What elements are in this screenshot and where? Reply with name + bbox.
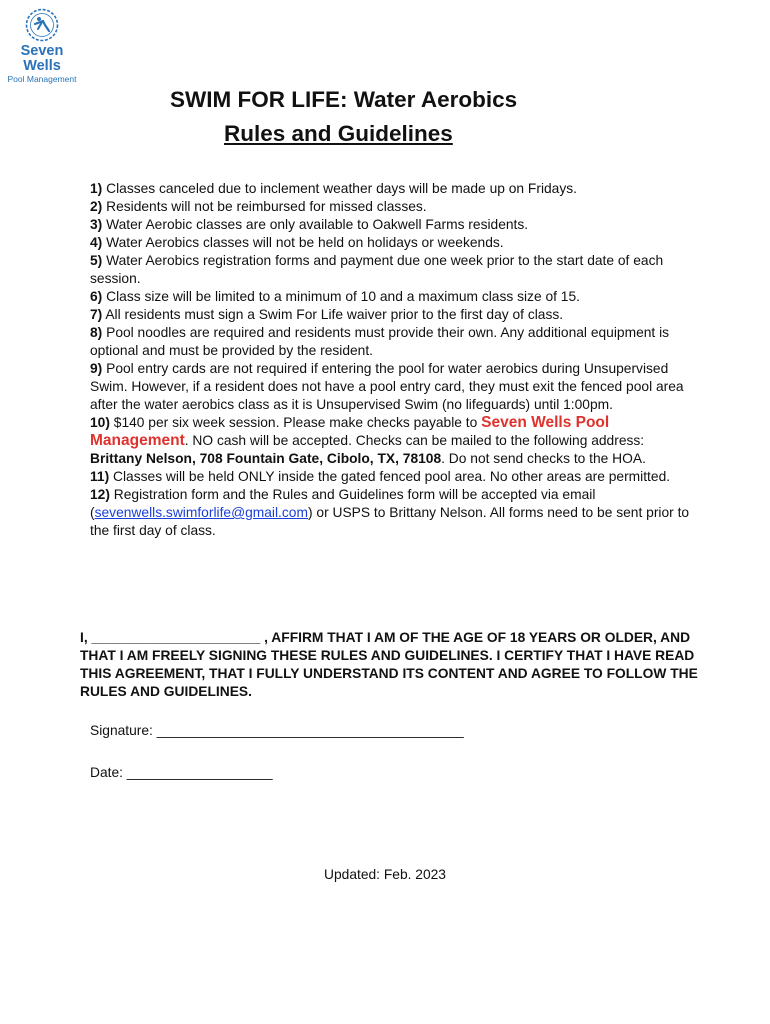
rule-item xyxy=(90,324,690,360)
rule-item xyxy=(90,360,690,414)
rule-number: 5) xyxy=(90,253,103,268)
logo-subtitle: Pool Management xyxy=(7,74,77,84)
rule-number: 9) xyxy=(90,361,103,376)
rule-item xyxy=(90,216,690,234)
rule-number: 3) xyxy=(90,217,103,232)
rule-number: 11) xyxy=(90,469,110,484)
rule-number: 10) xyxy=(90,415,110,430)
swimmer-logo-icon xyxy=(25,8,59,42)
rule-text: All residents must sign a Swim For Life waiver prior to the first day of class. xyxy=(102,307,564,322)
rule-text: ) or USPS to Brittany Nelson. All forms need to be sent prior to the first day of class. xyxy=(90,505,690,538)
rule-text: Pool noodles are required and residents must provide their own. Any additional equipment is optional and must be provided by the resident. xyxy=(90,325,670,358)
rule-text: Pool entry cards are not required if entering the pool for water aerobics during Unsupervised Swim. However, if a resident does not have a pool entry card, they must exit the fenced pool area after the water aerobics class as it is Unsupervised Swim (no lifeguards) until 1:00pm. xyxy=(90,361,684,412)
rule-number: 6) xyxy=(90,289,103,304)
rule-text: . NO cash will be accepted. Checks can be mailed to the following address: xyxy=(184,433,645,448)
rule-text: Residents will not be reimbursed for missed classes. xyxy=(102,199,427,214)
rule-text: Water Aerobics registration forms and payment due one week prior to the start date of each session. xyxy=(90,253,664,286)
rule-item xyxy=(90,234,690,252)
rule-text: Class size will be limited to a minimum of 10 and a maximum class size of 15. xyxy=(102,289,580,304)
rule-text: . Do not send checks to the HOA. xyxy=(441,451,646,466)
rule-item xyxy=(90,198,690,216)
payee-name: Seven Wells Pool Management xyxy=(90,414,610,449)
rule-number: 1) xyxy=(90,181,103,196)
rule-item xyxy=(90,252,690,288)
rule-text: Classes canceled due to inclement weather days will be made up on Fridays. xyxy=(102,181,577,196)
document-title: SWIM FOR LIFE: Water Aerobics xyxy=(170,87,518,112)
rule-number: 12) xyxy=(90,487,110,502)
signature-line: Signature: ________________________________________ xyxy=(90,723,464,738)
mailing-address: Brittany Nelson, 708 Fountain Gate, Cibolo, TX, 78108 xyxy=(90,451,442,466)
rule-item xyxy=(90,468,690,486)
rule-number: 4) xyxy=(90,235,103,250)
rule-number: 7) xyxy=(90,307,103,322)
rule-item xyxy=(90,288,690,306)
rule-text: Water Aerobics classes will not be held on holidays or weekends. xyxy=(102,235,504,250)
rule-item-payment xyxy=(90,414,690,468)
rule-number: 8) xyxy=(90,325,103,340)
rules-list xyxy=(90,180,690,540)
date-line: Date: ___________________ xyxy=(90,765,273,780)
rule-number: 2) xyxy=(90,199,103,214)
rule-text: $140 per six week session. Please make checks payable to xyxy=(109,415,482,430)
rule-item-submission xyxy=(90,486,690,540)
rule-text: Registration form and the Rules and Guidelines form will be accepted via email ( xyxy=(90,487,596,520)
rule-text: Classes will be held ONLY inside the gated fenced pool area. No other areas are permitted. xyxy=(109,469,671,484)
rule-text: Water Aerobic classes are only available to Oakwell Farms residents. xyxy=(102,217,529,232)
updated-note: Updated: Feb. 2023 xyxy=(324,867,446,882)
logo-name: Seven Wells xyxy=(20,43,64,74)
document-subtitle: Rules and Guidelines xyxy=(224,121,453,146)
company-logo xyxy=(0,8,84,84)
rule-item xyxy=(90,180,690,198)
email-link[interactable]: sevenwells.swimforlife@gmail.com xyxy=(94,505,308,520)
rule-item xyxy=(90,306,690,324)
affirmation-statement: I, ______________________ , AFFIRM THAT I AM OF THE AGE OF 18 YEARS OR OLDER, AND THAT I AM FREELY SIGNING THESE RULES AND GUIDELINES. I CERTIFY THAT I HAVE READ THIS AGREEMENT, THAT I FULLY UNDERSTAND ITS CONTENT AND AGREE TO FOLLOW THE RULES AND GUIDELINES. xyxy=(80,630,698,699)
